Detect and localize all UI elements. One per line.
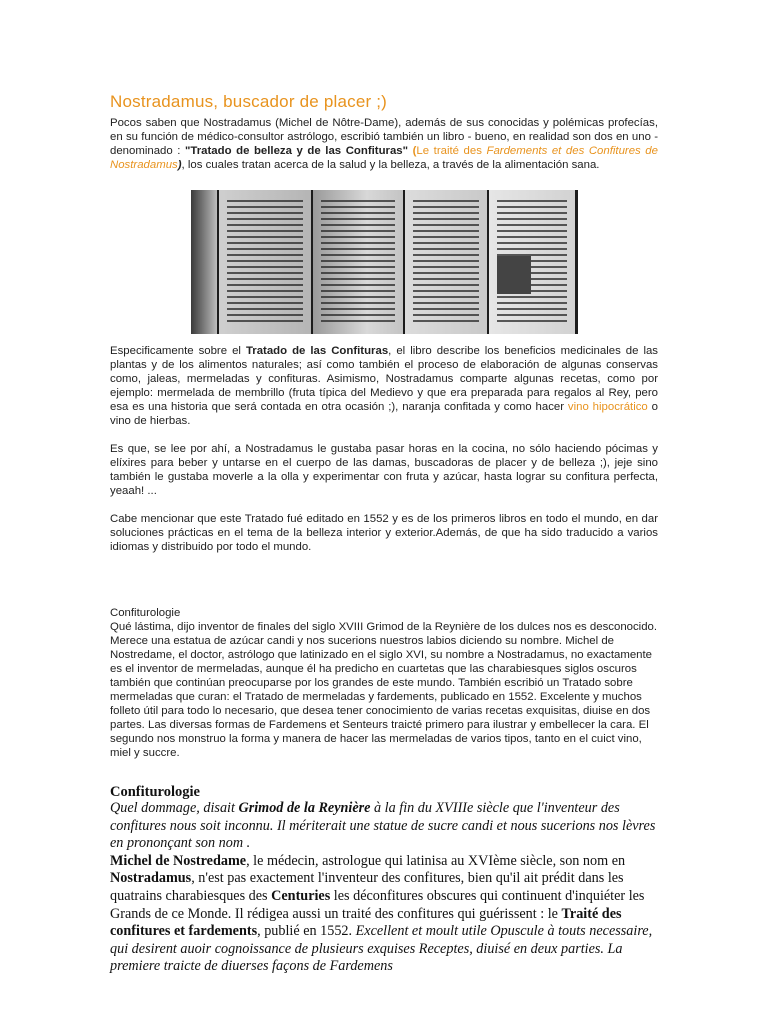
- book-page-1: [219, 190, 311, 334]
- confituras-paragraph: [110, 344, 658, 428]
- edition-paragraph: Cabe mencionar que este Tratado fué editado en 1552 y es de los primeros libros en todo el mundo, en dar soluciones prácticas en el tema de la belleza interior y exterior.Además, de que ha sido traducido a varios idiomas y distribuido por todo el mundo.: [110, 513, 658, 553]
- fr-grimod: Grimod de la Reynière: [238, 800, 371, 816]
- fr-text-3: les déconfitures obscures qui continuent d'inquiéter les Grands de ce Monde. Il rédigea aussi un traité des confitures qui guérissent : le: [110, 887, 645, 922]
- page-title: Nostradamus, buscador de placer ;): [110, 92, 388, 111]
- book-illustration: [497, 256, 531, 294]
- spacer: [110, 554, 658, 606]
- p2-text-2: , el libro describe los beneficios medicinales de las plantas y de los alimentos naturales; así como también el proceso de elaboración de algunas conservas como, jaleas, mermeladas y confituras. Asimismo, Nostradamus comparte algunas recetas, como por ejemplo: mermelada de membrillo (fruta típica del Medievo y que era preparada para regalos al Rey, pero esa es una historia que será contada en otra ocasión ;), naranja confitada y como hacer: [110, 345, 659, 413]
- book-page-2: [313, 190, 403, 334]
- fr-centuries: Centuries: [271, 887, 331, 904]
- book-page-3: [405, 190, 487, 334]
- intro-text: Pocos saben que Nostradamus (Michel de Nôtre-Dame), además de sus conocidas y polémicas profecías, en su función de médico-consultor astrólogo, escribió también un libro - bueno, en realidad son dos en uno - denominado :: [110, 117, 658, 157]
- cocina-paragraph: Es que, se lee por ahí, a Nostradamus le gustaba pasar horas en la cocina, no sólo haciendo pócimas y elíxires para beber y untarse en el cuerpo de las damas, buscadoras de placer y de belleza ;), jeje sino también le gustaba moverle a la olla y experimentar con fruta y azúcar, hasta lograr su confitura perfecta, yeaah! ...: [110, 443, 658, 497]
- french-title-link[interactable]: Le traité des: [416, 145, 487, 157]
- confiturologie-text-fr: [110, 800, 658, 976]
- confiturologie-text-es: Qué lástima, dijo inventor de finales del siglo XVIII Grimod de la Reynière de los dulces nos es desconocido. Merece una estatua de azúcar candi y nos sucerions nuestros labios diciendo su nombre. Michel de Nostredame, el doctor, astrólogo que latinizado en el siglo XVI, su nombre a Nostradamus, no exactamente es el inventor de mermeladas, aunque él ha predicho en cuartetas que las charabiesques siglos oscuros también que continúan preocuparse por los grandes de este mundo. También escribió un Tratado sobre mermeladas que curan: el Tratado de mermeladas y fardements, publicado en 1552. Excelente y muchos folleto útil para todo lo necesario, que desea tener conocimiento de varias recetas exquisitas, diuise en dos partes. Las diversas formas de Fardemens et Senteurs traicté primero para ilustrar y embellecer la cara. El segundo nos monstruo la forma y manera de hacer las mermeladas de varios tipos, tanto en el cuict vino, miel y succre.: [110, 621, 658, 759]
- fr-text-2: , n'est pas exactement l'inventeur des confitures, bien qu'il ait prédit dans les quatrains charabiesques des: [110, 870, 624, 904]
- fr-quote-1: Quel dommage, disait: [110, 800, 239, 816]
- confiturologie-heading-es: Confiturologie: [110, 607, 181, 619]
- fr-opuscule: Excellent et moult utile Opuscule à touts necessaire, qui desirent auoir cognoissance de plusieurs exquises Receptes, diuisé en deux parties. La premiere traicte de diuerses façons de Fardemens: [110, 923, 653, 975]
- book-pages-image: [191, 190, 578, 334]
- intro-paragraph: [110, 116, 658, 172]
- close-paren: ): [177, 159, 182, 171]
- fr-quote-2: à la fin du XVIIIe siècle que l'inventeur des confitures nous soit inconnu. Il mériterait une statue de sucre candi et nous sucerions nos lèvres en prononçant son nom .: [110, 800, 656, 852]
- fr-text-1: , le médecin, astrologue qui latinisa au XVIème siècle, son nom en: [246, 852, 626, 869]
- book-spine: [191, 190, 217, 334]
- open-paren: (: [412, 145, 417, 157]
- p2-bold: Tratado de las Confituras: [245, 345, 389, 357]
- fr-traite: Traité des confitures et fardements: [110, 905, 622, 940]
- confiturologie-heading-fr: Confiturologie: [110, 784, 200, 800]
- french-title-link-italic[interactable]: Fardements et des Confitures de Nostradamus: [110, 145, 658, 171]
- p2-text-3: o vino de hierbas.: [110, 401, 658, 427]
- fr-text-4: , publié en 1552.: [257, 923, 356, 940]
- spacer: [110, 498, 658, 512]
- treatise-title: "Tratado de belleza y de las Confituras": [185, 145, 413, 157]
- p2-text: Especificamente sobre el: [110, 345, 246, 357]
- spacer: [110, 428, 658, 442]
- intro-text-end: , los cuales tratan acerca de la salud y la belleza, a través de la alimentación sana.: [181, 159, 600, 171]
- fr-nostradamus: Nostradamus: [110, 870, 192, 887]
- fr-michel: Michel de Nostredame: [110, 852, 247, 869]
- vino-hipocratico-link[interactable]: vino hipocrático: [567, 401, 648, 413]
